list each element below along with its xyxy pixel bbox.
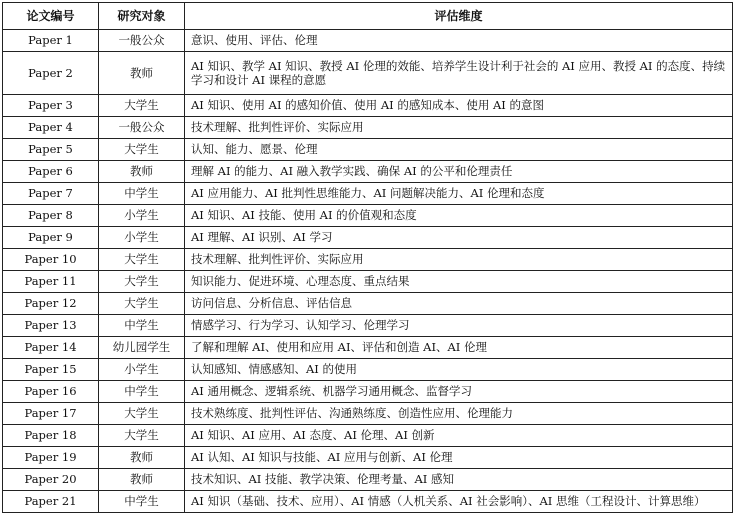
cell-paper-id: Paper 6 — [3, 161, 99, 183]
evaluation-dimensions-table — [2, 2, 733, 513]
cell-evaluation-dimensions: 情感学习、行为学习、认知学习、伦理学习 — [185, 315, 733, 337]
cell-research-object: 中学生 — [99, 381, 185, 403]
table-row — [3, 117, 733, 139]
table-row — [3, 30, 733, 52]
cell-evaluation-dimensions: 技术熟练度、批判性评估、沟通熟练度、创造性应用、伦理能力 — [185, 403, 733, 425]
cell-evaluation-dimensions: 了解和理解 AI、使用和应用 AI、评估和创造 AI、AI 伦理 — [185, 337, 733, 359]
table-row — [3, 227, 733, 249]
cell-research-object: 教师 — [99, 161, 185, 183]
cell-paper-id: Paper 18 — [3, 425, 99, 447]
cell-paper-id: Paper 3 — [3, 95, 99, 117]
table-row — [3, 315, 733, 337]
cell-paper-id: Paper 8 — [3, 205, 99, 227]
cell-research-object: 大学生 — [99, 271, 185, 293]
cell-paper-id: Paper 1 — [3, 30, 99, 52]
table-row — [3, 293, 733, 315]
cell-paper-id: Paper 21 — [3, 491, 99, 513]
table-row — [3, 337, 733, 359]
cell-evaluation-dimensions: AI 应用能力、AI 批判性思维能力、AI 问题解决能力、AI 伦理和态度 — [185, 183, 733, 205]
cell-paper-id: Paper 15 — [3, 359, 99, 381]
cell-evaluation-dimensions: AI 知识、使用 AI 的感知价值、使用 AI 的感知成本、使用 AI 的意图 — [185, 95, 733, 117]
cell-paper-id: Paper 10 — [3, 249, 99, 271]
cell-evaluation-dimensions: AI 理解、AI 识别、AI 学习 — [185, 227, 733, 249]
table-row — [3, 249, 733, 271]
cell-research-object: 一般公众 — [99, 30, 185, 52]
cell-research-object: 教师 — [99, 447, 185, 469]
cell-paper-id: Paper 20 — [3, 469, 99, 491]
cell-research-object: 小学生 — [99, 359, 185, 381]
cell-paper-id: Paper 16 — [3, 381, 99, 403]
cell-research-object: 幼儿园学生 — [99, 337, 185, 359]
table-row — [3, 447, 733, 469]
table-header-row — [3, 3, 733, 30]
cell-paper-id: Paper 7 — [3, 183, 99, 205]
cell-evaluation-dimensions: 认知、能力、愿景、伦理 — [185, 139, 733, 161]
cell-research-object: 小学生 — [99, 227, 185, 249]
cell-paper-id: Paper 13 — [3, 315, 99, 337]
cell-evaluation-dimensions: 意识、使用、评估、伦理 — [185, 30, 733, 52]
table-row — [3, 271, 733, 293]
cell-evaluation-dimensions: 技术知识、AI 技能、教学决策、伦理考量、AI 感知 — [185, 469, 733, 491]
table-row — [3, 95, 733, 117]
cell-paper-id: Paper 9 — [3, 227, 99, 249]
cell-research-object: 小学生 — [99, 205, 185, 227]
cell-evaluation-dimensions: AI 认知、AI 知识与技能、AI 应用与创新、AI 伦理 — [185, 447, 733, 469]
cell-evaluation-dimensions: AI 知识、AI 应用、AI 态度、AI 伦理、AI 创新 — [185, 425, 733, 447]
cell-paper-id: Paper 14 — [3, 337, 99, 359]
cell-evaluation-dimensions: 理解 AI 的能力、AI 融入教学实践、确保 AI 的公平和伦理责任 — [185, 161, 733, 183]
cell-research-object: 大学生 — [99, 425, 185, 447]
cell-paper-id: Paper 4 — [3, 117, 99, 139]
cell-paper-id: Paper 2 — [3, 52, 99, 95]
table-row — [3, 425, 733, 447]
header-paper-id: 论文编号 — [3, 3, 99, 30]
cell-research-object: 中学生 — [99, 315, 185, 337]
cell-research-object: 大学生 — [99, 95, 185, 117]
document-page — [0, 2, 742, 509]
cell-evaluation-dimensions: 访问信息、分析信息、评估信息 — [185, 293, 733, 315]
table-row — [3, 381, 733, 403]
cell-evaluation-dimensions: 技术理解、批判性评价、实际应用 — [185, 249, 733, 271]
cell-research-object: 大学生 — [99, 249, 185, 271]
cell-evaluation-dimensions: 认知感知、情感感知、AI 的使用 — [185, 359, 733, 381]
cell-research-object: 大学生 — [99, 139, 185, 161]
cell-research-object: 大学生 — [99, 403, 185, 425]
table-row — [3, 491, 733, 513]
cell-research-object: 教师 — [99, 52, 185, 95]
cell-research-object: 大学生 — [99, 293, 185, 315]
cell-evaluation-dimensions: 技术理解、批判性评价、实际应用 — [185, 117, 733, 139]
cell-evaluation-dimensions: AI 知识、AI 技能、使用 AI 的价值观和态度 — [185, 205, 733, 227]
cell-paper-id: Paper 12 — [3, 293, 99, 315]
header-evaluation-dimensions: 评估维度 — [185, 3, 733, 30]
table-row — [3, 139, 733, 161]
cell-paper-id: Paper 17 — [3, 403, 99, 425]
cell-research-object: 一般公众 — [99, 117, 185, 139]
cell-paper-id: Paper 5 — [3, 139, 99, 161]
cell-evaluation-dimensions: AI 通用概念、逻辑系统、机器学习通用概念、监督学习 — [185, 381, 733, 403]
table-row — [3, 359, 733, 381]
table-row — [3, 403, 733, 425]
cell-paper-id: Paper 19 — [3, 447, 99, 469]
header-research-object: 研究对象 — [99, 3, 185, 30]
table-row — [3, 161, 733, 183]
cell-evaluation-dimensions: AI 知识、教学 AI 知识、教授 AI 伦理的效能、培养学生设计利于社会的 AI 应用、教授 AI 的态度、持续学习和设计 AI 课程的意愿 — [185, 52, 733, 95]
cell-research-object: 中学生 — [99, 491, 185, 513]
cell-research-object: 教师 — [99, 469, 185, 491]
table-row — [3, 469, 733, 491]
table-row — [3, 205, 733, 227]
cell-research-object: 中学生 — [99, 183, 185, 205]
table-row — [3, 183, 733, 205]
cell-evaluation-dimensions: AI 知识（基础、技术、应用）、AI 情感（人机关系、AI 社会影响）、AI 思维（工程设计、计算思维） — [185, 491, 733, 513]
table-row — [3, 52, 733, 95]
cell-paper-id: Paper 11 — [3, 271, 99, 293]
cell-evaluation-dimensions: 知识能力、促进环境、心理态度、重点结果 — [185, 271, 733, 293]
